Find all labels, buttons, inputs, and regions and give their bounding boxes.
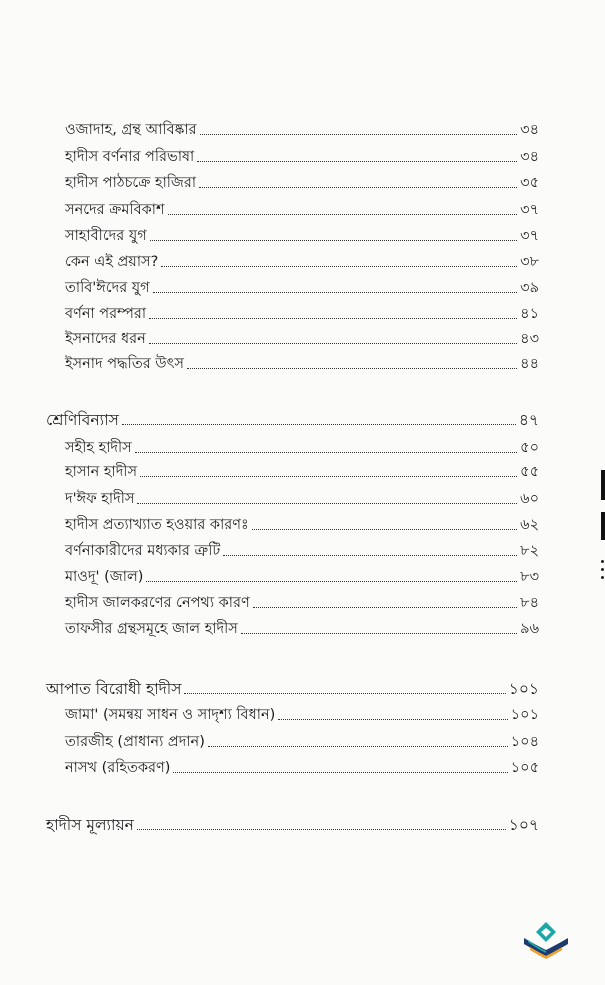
dot-leader [161, 266, 517, 267]
toc-entry-label: হাদীস পাঠচক্রে হাজিরা [65, 175, 197, 191]
page-edge-mark [601, 512, 605, 540]
page-edge-mark [601, 470, 605, 500]
toc-entry[interactable] [65, 201, 539, 219]
toc-entry-label: হাদীস জালকরণের নেপথ্য কারণ [65, 595, 250, 611]
page-edge-dot [601, 576, 604, 579]
dot-leader [137, 829, 506, 830]
toc-heading-label: শ্রেণিবিন্যাস [46, 411, 119, 429]
toc-entry[interactable] [65, 330, 539, 348]
toc-entry[interactable] [65, 759, 539, 777]
publisher-logo-icon [522, 920, 570, 960]
toc-entry-page: ৮৪ [520, 595, 539, 611]
toc-entry-page: ৩৪ [520, 149, 539, 165]
toc-entry-page: ৩৫ [520, 175, 539, 191]
page-edge-dot [601, 568, 604, 571]
toc-section-heading[interactable] [46, 680, 539, 698]
toc-entry-page: ৩৮ [520, 254, 539, 270]
toc-entry[interactable] [65, 148, 539, 166]
toc-entry-label: তাবি'ঈদের যুগ [65, 280, 150, 296]
toc-entry-label: ওজাদাহ, গ্রন্থ আবিষ্কার [65, 122, 197, 138]
toc-heading-page: ১০১ [508, 680, 539, 698]
dot-leader [278, 719, 507, 720]
toc-heading-label: আপাত বিরোধী হাদীস [46, 680, 182, 698]
toc-entry-page: ৮২ [520, 543, 539, 559]
toc-entry[interactable] [65, 227, 539, 245]
dot-leader [241, 633, 517, 634]
toc-entry-label: জামা' (সমন্বয় সাধন ও সাদৃশ্য বিধান) [65, 707, 276, 723]
toc-entry-page: ৬০ [520, 491, 539, 507]
toc-entry[interactable] [65, 733, 539, 751]
toc-entry-page: ৩৭ [520, 228, 539, 244]
toc-heading-page: ১০৭ [508, 816, 539, 834]
toc-entry-label: বর্ণনা পরম্পরা [65, 306, 147, 322]
toc-entry-page: ৩৭ [520, 202, 539, 218]
dot-leader [208, 746, 508, 747]
toc-entry-label: হাদীস বর্ণনার পরিভাষা [65, 149, 195, 165]
toc-entry-page: ৬২ [520, 517, 539, 533]
toc-entry-label: কেন এই প্রয়াস? [65, 254, 159, 270]
dot-leader [137, 503, 517, 504]
toc-entry-page: ১০১ [510, 707, 539, 723]
dot-leader [135, 452, 517, 453]
dot-leader [146, 581, 517, 582]
toc-entry[interactable] [65, 463, 539, 481]
toc-entry-label: দ'ঈফ হাদীস [65, 491, 135, 507]
toc-entry[interactable] [65, 490, 539, 508]
toc-entry-page: ৩৪ [520, 122, 539, 138]
toc-entry[interactable] [65, 516, 539, 534]
dot-leader [200, 134, 518, 135]
dot-leader [199, 187, 517, 188]
dot-leader [197, 161, 517, 162]
toc-entry-label: নাসখ (রহিতকরণ) [65, 760, 171, 776]
toc-entry-label: তাফসীর গ্রন্থসমূহে জাল হাদীস [65, 621, 238, 637]
toc-entry-label: হাদীস প্রত্যাখ্যাত হওয়ার কারণঃ [65, 517, 249, 533]
toc-entry-label: তারজীহ (প্রাধান্য প্রদান) [65, 734, 205, 750]
toc-entry-page: ১০৫ [510, 760, 539, 776]
dot-leader [168, 214, 518, 215]
toc-entry-label: বর্ণনাকারীদের মধ্যকার ত্রুটি [65, 543, 221, 559]
toc-heading-label: হাদীস মূল্যায়ন [46, 816, 134, 834]
dot-leader [149, 343, 517, 344]
dot-leader [252, 529, 517, 530]
toc-entry-page: ৫০ [520, 440, 539, 456]
toc-entry-label: ইসনাদের ধরন [65, 331, 146, 347]
toc-entry-label: হাসান হাদীস [65, 464, 138, 480]
dot-leader [223, 555, 517, 556]
toc-entry-label: সনদের ক্রমবিকাশ [65, 202, 165, 218]
dot-leader [184, 693, 505, 694]
toc-entry-page: ৩৯ [520, 280, 539, 296]
toc-entry[interactable] [65, 706, 539, 724]
toc-entry-page: ৫৫ [520, 464, 539, 480]
toc-entry[interactable] [65, 174, 539, 192]
toc-entry[interactable] [65, 279, 539, 297]
toc-section-heading[interactable] [46, 411, 539, 429]
toc-entry-page: ৪৪ [520, 356, 539, 372]
toc-entry[interactable] [65, 305, 539, 323]
toc-entry[interactable] [65, 568, 539, 586]
toc-entry[interactable] [65, 439, 539, 457]
dot-leader [140, 476, 517, 477]
dot-leader [150, 240, 517, 241]
toc-entry-label: মাওদূ' (জাল) [65, 569, 144, 585]
dot-leader [173, 772, 507, 773]
toc-entry-page: ৪৩ [520, 331, 539, 347]
toc-entry[interactable] [65, 620, 539, 638]
toc-entry-label: ইসনাদ পদ্ধতির উৎস [65, 356, 184, 372]
toc-entry[interactable] [65, 253, 539, 271]
toc-entry[interactable] [65, 355, 539, 373]
dot-leader [253, 607, 517, 608]
toc-entry-page: ৪১ [520, 306, 539, 322]
toc-entry-page: ১০৪ [510, 734, 539, 750]
toc-entry[interactable] [65, 594, 539, 612]
toc-heading-page: ৪৭ [518, 411, 539, 429]
toc-entry[interactable] [65, 121, 539, 139]
toc-entry-label: সহীহ হাদীস [65, 440, 132, 456]
toc-entry-label: সাহাবীদের যুগ [65, 228, 147, 244]
toc-entry[interactable] [65, 542, 539, 560]
page-edge-dot [601, 560, 604, 563]
dot-leader [187, 368, 517, 369]
toc-entry-page: ৮৩ [520, 569, 539, 585]
dot-leader [153, 292, 518, 293]
dot-leader [149, 318, 517, 319]
toc-section-heading[interactable] [46, 816, 539, 834]
toc-entry-page: ৯৬ [520, 621, 539, 637]
dot-leader [122, 424, 516, 425]
